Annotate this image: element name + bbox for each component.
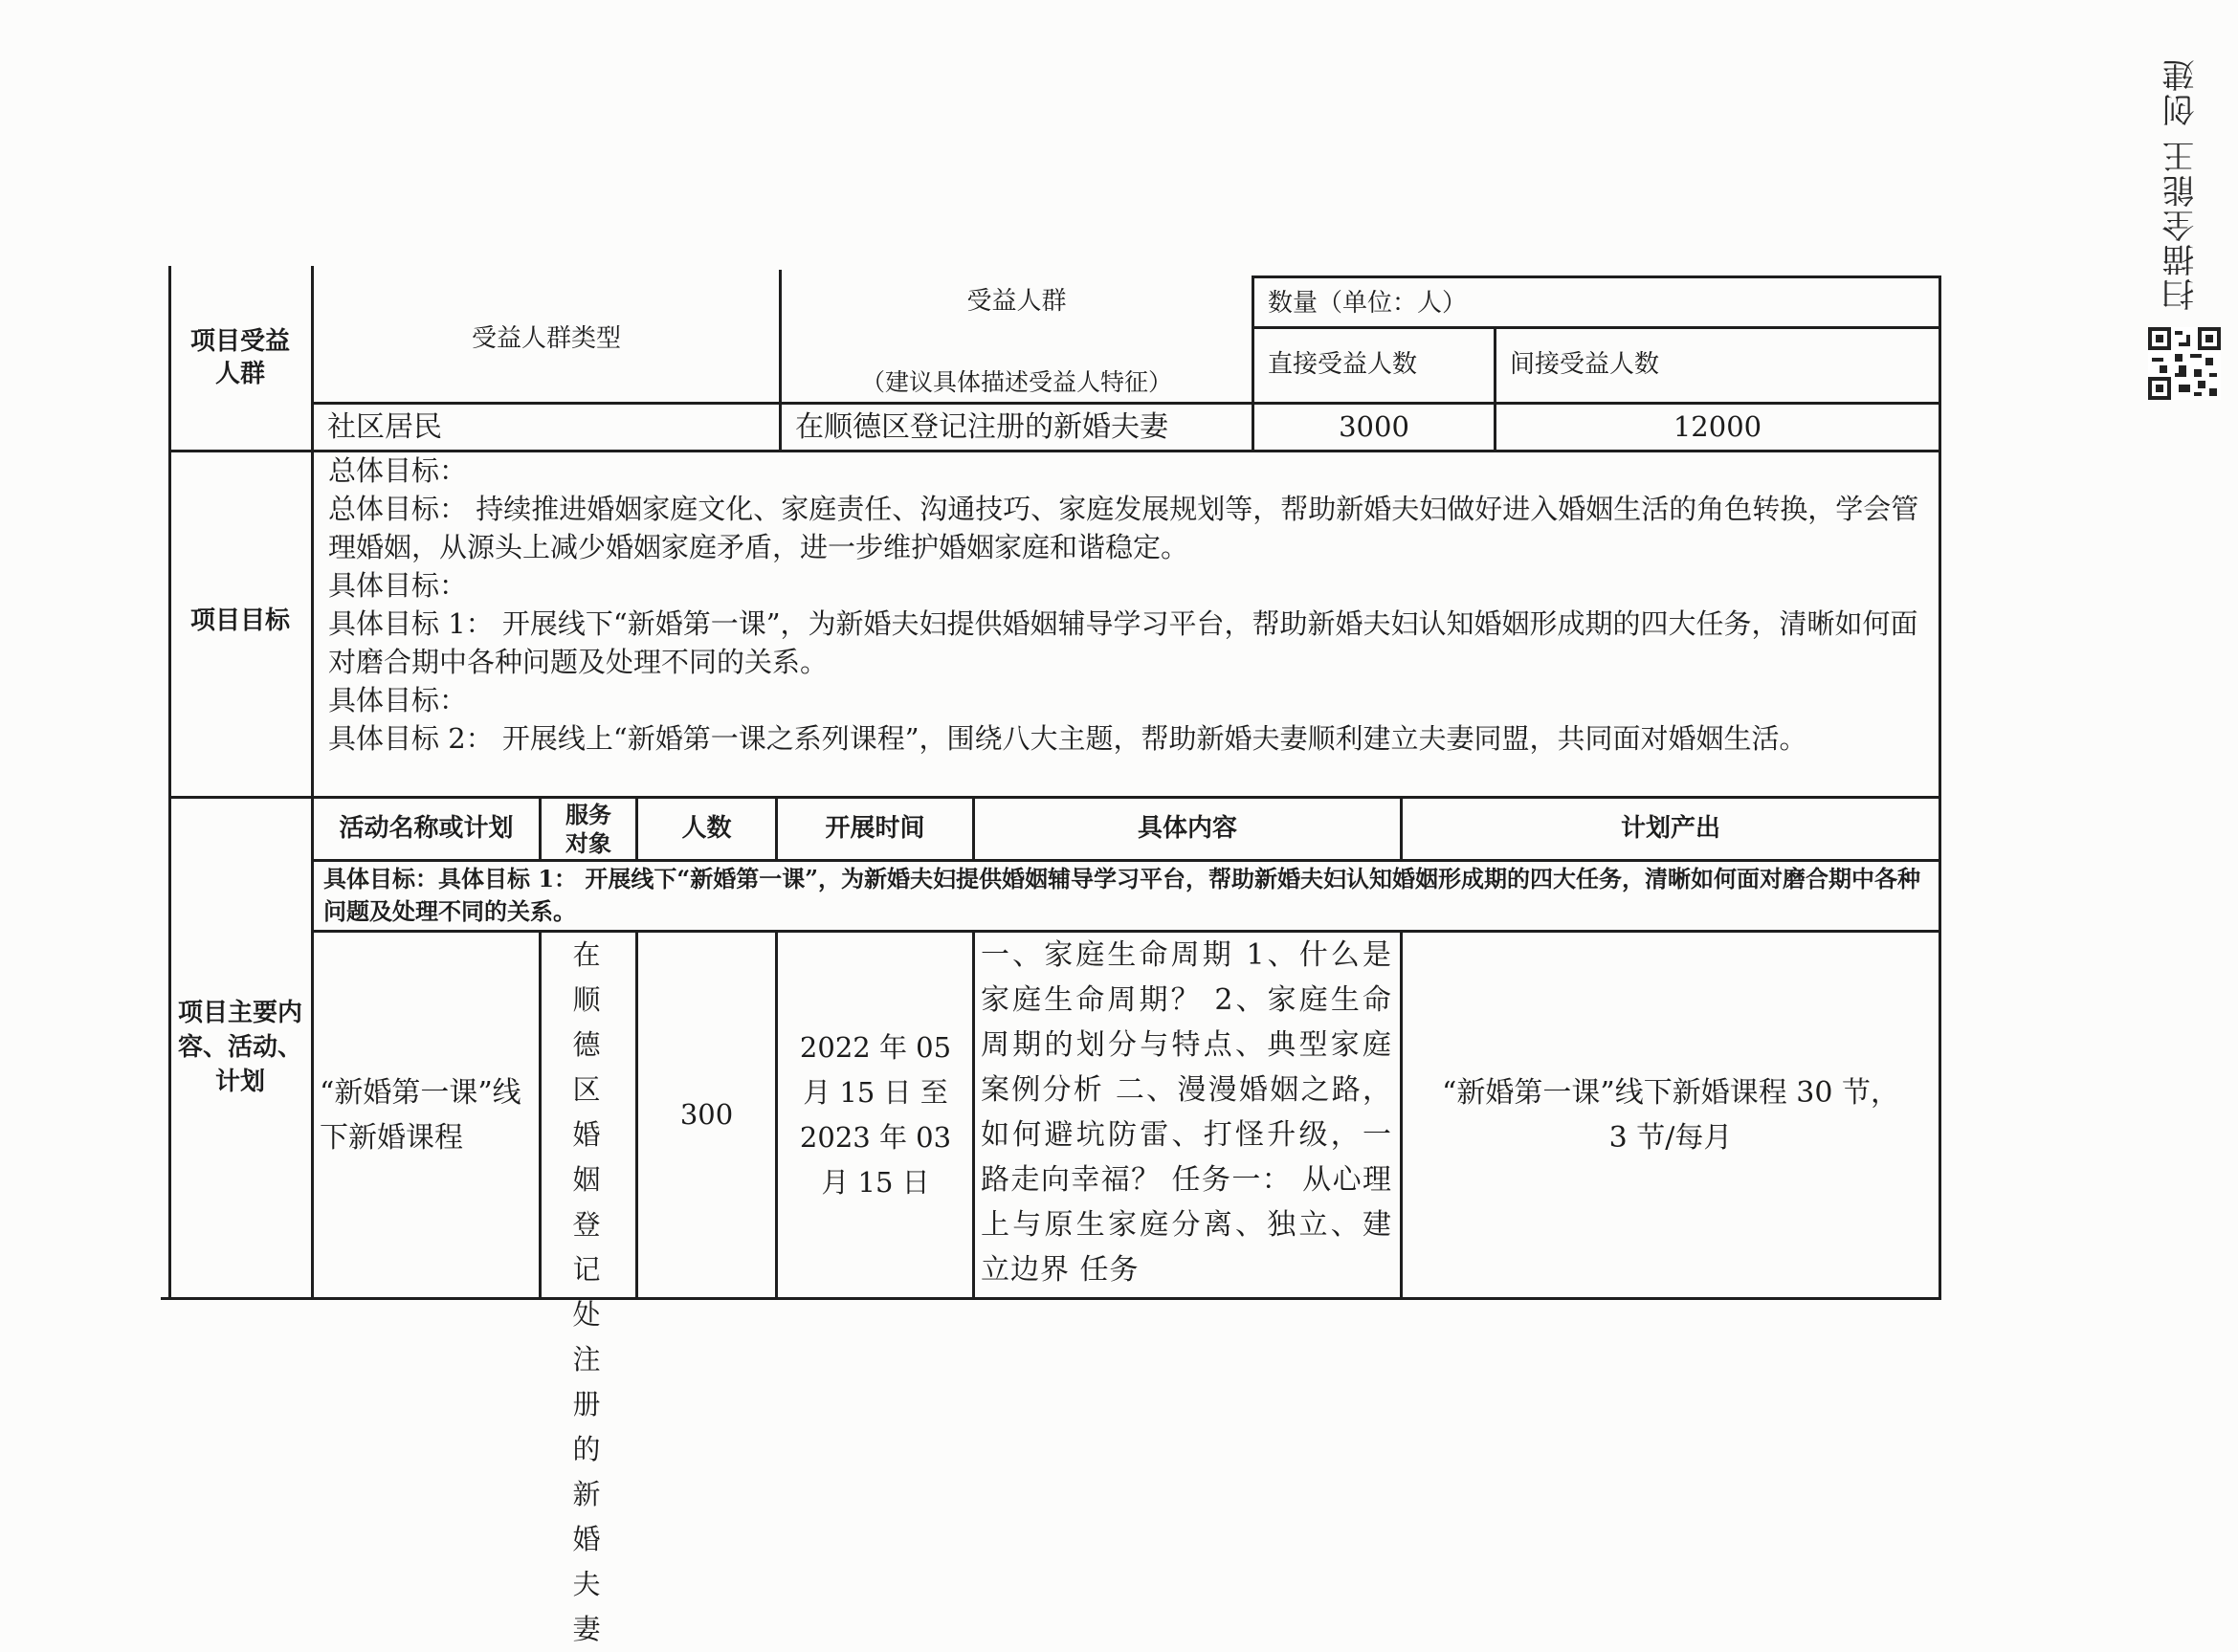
indirect-beneficiaries-value: [1496, 405, 1939, 450]
activity-count-cell: [638, 933, 775, 1297]
objective-line: 总体目标：: [328, 454, 468, 487]
beneficiary-group-value: [782, 405, 1252, 450]
beneficiary-group-note-text: （建议具体描述受益人特征）: [860, 367, 1172, 396]
header-output-text: 计划产出: [1620, 813, 1720, 843]
objective-line: 具体目标 2： 开展线上“新婚第一课之系列课程”，围绕八大主题，帮助新婚夫妻顺利建立夫妻同盟，共同面对婚姻生活。: [328, 722, 1807, 755]
objective-line: 总体目标： 持续推进婚姻家庭文化、家庭责任、沟通技巧、家庭发展规划等，帮助新婚夫妇做好进入婚姻生活的角色转换，学会管理婚姻，从源头上减少婚姻家庭矛盾，进一步维护婚姻家庭和谐稳定。: [328, 493, 1919, 563]
header-count-text: 人数: [681, 813, 732, 843]
activities-row-label-text: 项目主要内容、活动、计划: [178, 999, 303, 1096]
header-time: [778, 799, 972, 859]
beneficiary-group-header: [782, 283, 1252, 321]
objectives-text-block: [328, 452, 1936, 758]
activity-content-cell: 一、家庭生命周期 1、什么是家庭生命周期？ 2、家庭生命周期的划分与特点、典型家庭案例分析 二、漫漫婚姻之路，如何避坑防雷、打怪升级，一路走向幸福？ 任务一： 从心理上与原生家庭分离、独立、建立边界 任务: [981, 938, 1392, 1287]
objective-line: 具体目标 1： 开展线下“新婚第一课”，为新婚夫妇提供婚姻辅导学习平台，帮助新婚夫妇认知婚姻形成期的四大任务，清晰如何面对磨合期中各种问题及处理不同的关系。: [328, 607, 1918, 678]
table-left-border: [168, 266, 171, 1299]
qr-code-icon: [2148, 327, 2221, 400]
activities-row-label: [178, 957, 302, 1138]
activity-name-cell: [314, 933, 539, 1297]
quantity-header-text: 数量（单位：人）: [1268, 289, 1468, 319]
indirect-beneficiaries-header-text: 间接受益人数: [1510, 350, 1660, 380]
indirect-beneficiaries-value-text: 12000: [1673, 409, 1762, 443]
header-content-text: 具体内容: [1137, 813, 1237, 843]
beneficiary-type-header: [314, 277, 779, 402]
beneficiary-group-value-text: 在顺德区登记注册的新婚夫妻: [795, 410, 1168, 444]
direct-beneficiaries-value-text: 3000: [1339, 409, 1409, 443]
header-content: [975, 799, 1400, 859]
objectives-row-label-text: 项目目标: [189, 606, 290, 636]
direct-beneficiaries-value: [1254, 405, 1494, 450]
table-bottom-border: [161, 1297, 1941, 1300]
activity-output-text: “新婚第一课”线下新婚课程 30 节，3 节/每月: [1442, 1075, 1899, 1155]
header-time-text: 开展时间: [825, 813, 925, 843]
activity-header-bottom: [311, 859, 1941, 862]
header-count: [638, 799, 775, 859]
beneficiary-type-header-text: 受益人群类型: [471, 324, 621, 354]
quantity-header: [1254, 282, 1924, 326]
scanner-watermark: 扫描全能王 创建: [2162, 57, 2201, 311]
body-col-divider-1: [539, 930, 542, 1299]
header-top-border: [1252, 275, 1941, 278]
activity-time-cell: [789, 933, 962, 1297]
beneficiary-type-value-text: 社区居民: [327, 410, 442, 444]
indirect-beneficiaries-header: [1496, 329, 1939, 402]
activity-output-cell: [1403, 933, 1939, 1297]
header-activity-name: [314, 799, 539, 859]
table-right-border: [1939, 275, 1941, 1299]
activity-count-text: 300: [679, 1097, 734, 1131]
objective-line: 具体目标：: [328, 569, 468, 602]
header-service-target: [542, 799, 635, 859]
objective-line: 具体目标：: [328, 684, 468, 716]
header-output: [1403, 799, 1939, 859]
beneficiary-group-header-text: 受益人群: [966, 287, 1067, 317]
beneficiary-group-note: [782, 363, 1252, 402]
header-service-target-text: 服务对象: [565, 800, 611, 857]
objectives-row-label: [182, 603, 299, 641]
activity-name-text: “新婚第一课”线下新婚课程: [320, 1075, 521, 1155]
activity-time-text: 2022 年 05 月 15 日 至 2023 年 03 月 15 日: [799, 1030, 952, 1199]
activity-target-cell: 在顺德区婚姻登记处注册的新婚夫妻: [572, 938, 601, 1645]
beneficiaries-row-label: [182, 316, 299, 402]
activity-subgoal: 具体目标：具体目标 1： 开展线下“新婚第一课”，为新婚夫妇提供婚姻辅导学习平台，帮助新婚夫妇认知婚姻形成期的四大任务，清晰如何面对磨合期中各种问题及处理不同的关系。: [323, 865, 1921, 925]
body-col-divider-4: [972, 930, 975, 1299]
header-activity-name-text: 活动名称或计划: [339, 813, 514, 843]
direct-beneficiaries-header-text: 直接受益人数: [1268, 350, 1418, 380]
beneficiary-type-value: [314, 405, 779, 450]
beneficiaries-row-label-text: 项目受益人群: [189, 327, 290, 388]
direct-beneficiaries-header: [1254, 329, 1494, 402]
body-col-divider-3: [775, 930, 778, 1299]
